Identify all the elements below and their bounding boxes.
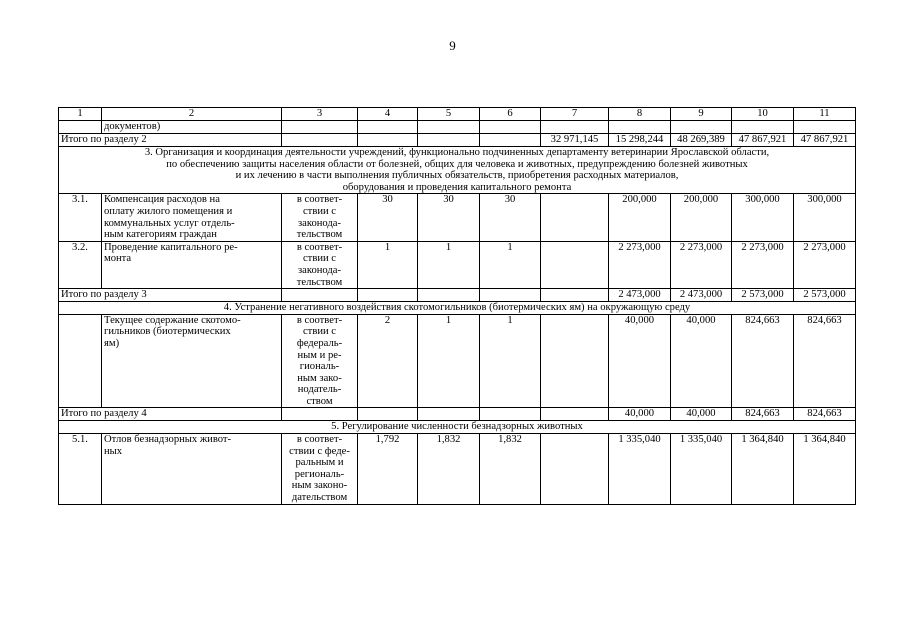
row-value: 1 — [480, 314, 541, 408]
total-value: 48 269,389 — [671, 134, 732, 147]
header-col-4: 4 — [358, 108, 418, 121]
row-value: 1 — [418, 314, 480, 408]
header-col-3: 3 — [282, 108, 358, 121]
header-col-6: 6 — [480, 108, 541, 121]
row-value: 1 335,040 — [671, 434, 732, 505]
section-total-row — [59, 134, 856, 147]
row-value: 1 — [418, 241, 480, 288]
total-value: 40,000 — [609, 408, 671, 421]
header-col-8: 8 — [609, 108, 671, 121]
row-value: 30 — [418, 194, 480, 241]
total-label: Итого по разделу 4 — [59, 408, 282, 421]
row-value: 1 364,840 — [794, 434, 856, 505]
row-value: 1 335,040 — [609, 434, 671, 505]
row-value: 824,663 — [732, 314, 794, 408]
table-row — [59, 434, 856, 505]
section-heading: 4. Устранение негативного воздействия скотомогильников (биотермических ям) на окружающую среду — [59, 302, 856, 315]
section-heading-row — [59, 147, 856, 194]
row-basis: в соответ- ствии с феде- ральным и региональ- ным законо- дательством — [282, 434, 358, 505]
row-value: 2 273,000 — [732, 241, 794, 288]
row-description: Проведение капитального ре- монта — [102, 241, 282, 288]
row-value: 2 273,000 — [609, 241, 671, 288]
row-basis: в соответ- ствии с федераль- ным и ре- гиональ- ным зако- нодатель- ством — [282, 314, 358, 408]
row-value: 1 364,840 — [732, 434, 794, 505]
header-col-1: 1 — [59, 108, 102, 121]
row-basis: в соответ- ствии с законода- тельством — [282, 194, 358, 241]
row-value: 1 — [480, 241, 541, 288]
table-row — [59, 194, 856, 241]
table-row — [59, 314, 856, 408]
budget-table — [58, 107, 856, 505]
total-value: 47 867,921 — [794, 134, 856, 147]
total-value: 32 971,145 — [541, 134, 609, 147]
header-col-10: 10 — [732, 108, 794, 121]
total-value: 824,663 — [794, 408, 856, 421]
header-row — [59, 108, 856, 121]
row-value: 40,000 — [609, 314, 671, 408]
row-value: 2 — [358, 314, 418, 408]
row-value: 30 — [480, 194, 541, 241]
total-label: Итого по разделу 3 — [59, 289, 282, 302]
header-col-5: 5 — [418, 108, 480, 121]
section-heading: 3. Организация и координация деятельности учреждений, функционально подчиненных департаменту ветеринарии Ярославской области, по обеспечению защиты населения области от болезней, общих для человека и животных, предупреждению болезней животных и их лечению в части выполнения публичных обязательств, приобретения расходных материалов, оборудования и проведения капитального ремонта — [59, 147, 856, 194]
row-value: 40,000 — [671, 314, 732, 408]
section-total-row — [59, 408, 856, 421]
total-value: 40,000 — [671, 408, 732, 421]
section-heading-row — [59, 302, 856, 315]
total-value: 15 298,244 — [609, 134, 671, 147]
row-number: 3.2. — [59, 241, 102, 288]
row-value: 1,832 — [480, 434, 541, 505]
total-value: 2 573,000 — [732, 289, 794, 302]
row-description: Компенсация расходов на оплату жилого помещения и коммунальных услуг отдель- ным категориям граждан — [102, 194, 282, 241]
row-value: 300,000 — [794, 194, 856, 241]
row-value: 300,000 — [732, 194, 794, 241]
row-value: 2 273,000 — [671, 241, 732, 288]
row-number: 5.1. — [59, 434, 102, 505]
row-value — [541, 434, 609, 505]
row-value: 1,832 — [418, 434, 480, 505]
row-value: 1,792 — [358, 434, 418, 505]
row-description: Отлов безнадзорных живот- ных — [102, 434, 282, 505]
header-col-2: 2 — [102, 108, 282, 121]
section-heading: 5. Регулирование численности безнадзорных животных — [59, 421, 856, 434]
row-basis: в соответ- ствии с законода- тельством — [282, 241, 358, 288]
total-value: 2 573,000 — [794, 289, 856, 302]
total-value: 824,663 — [732, 408, 794, 421]
section-heading-row — [59, 421, 856, 434]
row-value: 824,663 — [794, 314, 856, 408]
row-number — [59, 314, 102, 408]
row-value: 1 — [358, 241, 418, 288]
row-value — [541, 314, 609, 408]
section-total-row — [59, 289, 856, 302]
row-value — [541, 241, 609, 288]
total-label: Итого по разделу 2 — [59, 134, 282, 147]
table-row — [59, 121, 856, 134]
header-col-9: 9 — [671, 108, 732, 121]
row-description: документов) — [102, 121, 282, 134]
header-col-11: 11 — [794, 108, 856, 121]
page-number: 9 — [449, 38, 456, 53]
total-value: 2 473,000 — [609, 289, 671, 302]
row-number: 3.1. — [59, 194, 102, 241]
row-value: 200,000 — [671, 194, 732, 241]
header-col-7: 7 — [541, 108, 609, 121]
table-row — [59, 241, 856, 288]
total-value: 2 473,000 — [671, 289, 732, 302]
row-value: 200,000 — [609, 194, 671, 241]
row-value: 30 — [358, 194, 418, 241]
row-description: Текущее содержание скотомо- гильников (биотермических ям) — [102, 314, 282, 408]
total-value: 47 867,921 — [732, 134, 794, 147]
row-value — [541, 194, 609, 241]
row-value: 2 273,000 — [794, 241, 856, 288]
